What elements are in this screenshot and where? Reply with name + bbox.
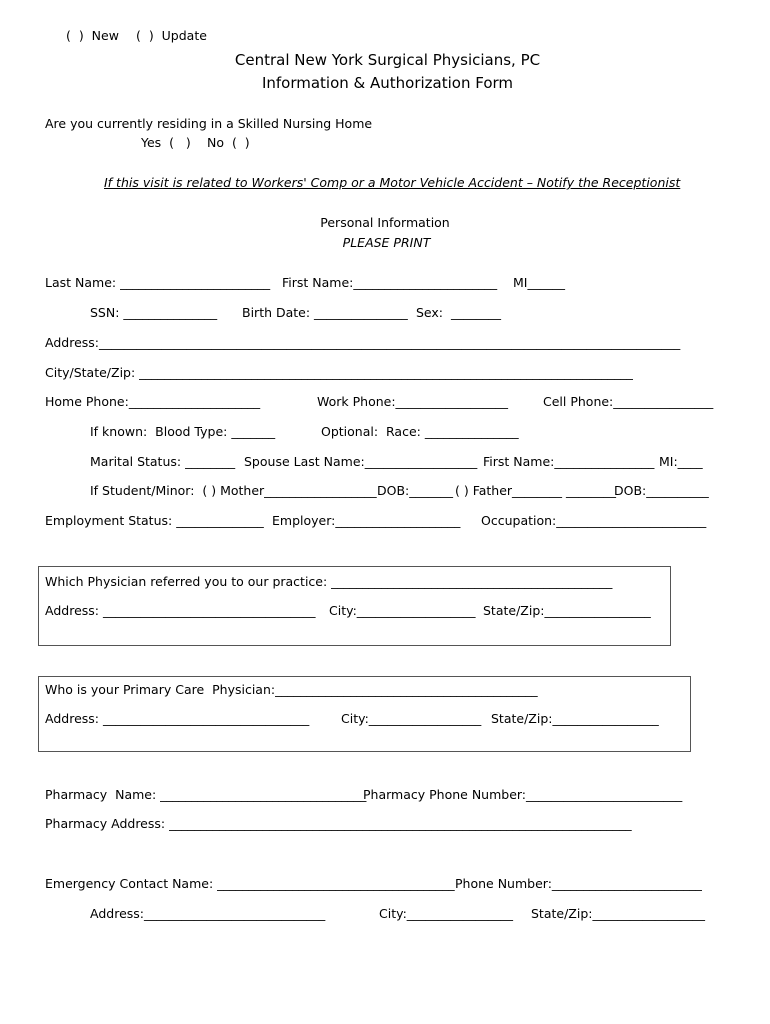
- mother-dob-field[interactable]: DOB:_______: [377, 483, 454, 498]
- middle-initial-field[interactable]: MI______: [513, 275, 565, 290]
- primary-care-address-field[interactable]: Address: _________________________________: [45, 711, 310, 726]
- emergency-city-field[interactable]: City:_________________: [379, 906, 514, 921]
- receptionist-notice: If this visit is related to Workers' Comp or a Motor Vehicle Accident – Notify the Receptionist: [104, 175, 681, 190]
- nursing-home-question: Are you currently residing in a Skilled Nursing Home: [45, 116, 373, 131]
- nursing-home-yes-option[interactable]: Yes ( ): [141, 135, 191, 150]
- pharmacy-phone-field[interactable]: Pharmacy Phone Number:_________________________: [363, 787, 683, 802]
- new-option[interactable]: ( ) New: [66, 28, 119, 43]
- race-field[interactable]: Optional: Race: _______________: [321, 424, 519, 439]
- emergency-contact-name-field[interactable]: Emergency Contact Name: ______________________________________: [45, 876, 455, 891]
- emergency-phone-field[interactable]: Phone Number:________________________: [455, 876, 702, 891]
- work-phone-field[interactable]: Work Phone:__________________: [317, 394, 509, 409]
- form-title-line2: Information & Authorization Form: [261, 74, 514, 92]
- primary-care-physician-field[interactable]: Who is your Primary Care Physician:__________________________________________: [45, 682, 538, 697]
- form-title-line1: Central New York Surgical Physicians, PC: [234, 51, 541, 69]
- referral-city-field[interactable]: City:___________________: [329, 603, 476, 618]
- please-print-note: PLEASE PRINT: [342, 235, 431, 250]
- referral-address-field[interactable]: Address: __________________________________: [45, 603, 316, 618]
- city-state-zip-field[interactable]: City/State/Zip: _______________________________________________________________________________: [45, 365, 633, 380]
- spouse-mi-field[interactable]: MI:____: [659, 454, 703, 469]
- spouse-last-name-field[interactable]: Spouse Last Name:__________________: [244, 454, 478, 469]
- father-field[interactable]: ( ) Father________ ________: [455, 483, 617, 498]
- emergency-address-field[interactable]: Address:_____________________________: [90, 906, 326, 921]
- ssn-field[interactable]: SSN: _______________: [90, 305, 218, 320]
- father-dob-field[interactable]: DOB:__________: [614, 483, 709, 498]
- employer-field[interactable]: Employer:____________________: [272, 513, 461, 528]
- blood-type-field[interactable]: If known: Blood Type: _______: [90, 424, 276, 439]
- birth-date-field[interactable]: Birth Date: _______________: [242, 305, 408, 320]
- employment-status-field[interactable]: Employment Status: ______________: [45, 513, 264, 528]
- home-phone-field[interactable]: Home Phone:_____________________: [45, 394, 261, 409]
- student-mother-field[interactable]: If Student/Minor: ( ) Mother__________________: [90, 483, 377, 498]
- marital-status-field[interactable]: Marital Status: ________: [90, 454, 236, 469]
- last-name-field[interactable]: Last Name: ________________________: [45, 275, 271, 290]
- occupation-field[interactable]: Occupation:________________________: [481, 513, 707, 528]
- sex-field[interactable]: Sex: ________: [416, 305, 501, 320]
- emergency-state-zip-field[interactable]: State/Zip:__________________: [531, 906, 705, 921]
- cell-phone-field[interactable]: Cell Phone:________________: [543, 394, 714, 409]
- update-option[interactable]: ( ) Update: [136, 28, 207, 43]
- spouse-first-name-field[interactable]: First Name:________________: [483, 454, 655, 469]
- address-field[interactable]: Address:_____________________________________________________________________________________________: [45, 335, 681, 350]
- pharmacy-address-field[interactable]: Pharmacy Address: __________________________________________________________________________: [45, 816, 632, 831]
- pharmacy-name-field[interactable]: Pharmacy Name: _________________________________: [45, 787, 367, 802]
- primary-care-state-zip-field[interactable]: State/Zip:_________________: [491, 711, 659, 726]
- first-name-field[interactable]: First Name:_______________________: [282, 275, 498, 290]
- nursing-home-no-option[interactable]: No ( ): [207, 135, 250, 150]
- referral-state-zip-field[interactable]: State/Zip:_________________: [483, 603, 651, 618]
- referring-physician-field[interactable]: Which Physician referred you to our practice: _____________________________________________: [45, 574, 613, 589]
- personal-info-heading: Personal Information: [320, 215, 450, 230]
- primary-care-city-field[interactable]: City:__________________: [341, 711, 482, 726]
